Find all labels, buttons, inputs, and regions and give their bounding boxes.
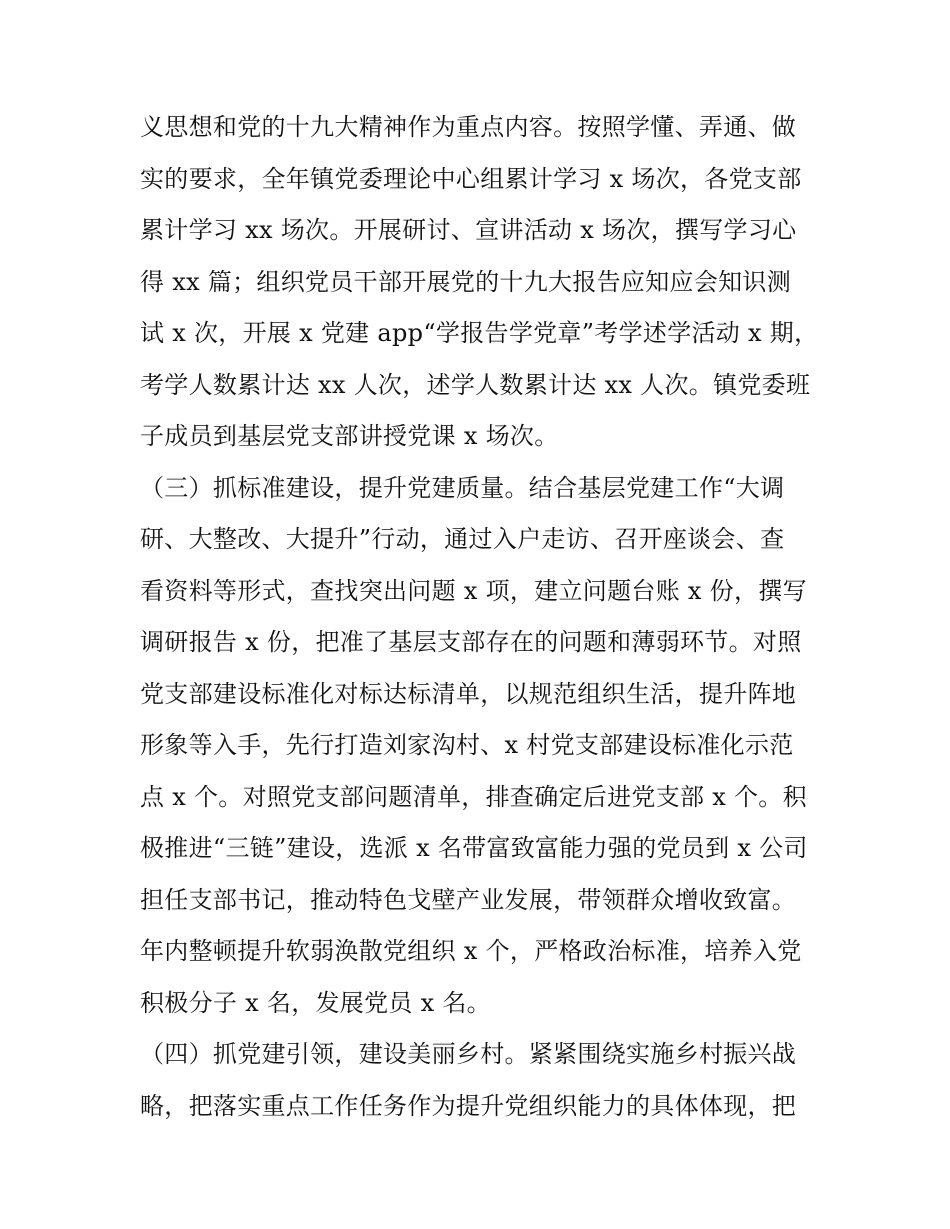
text-line: 积极分子 x 名，发展党员 x 名。 [140, 988, 491, 1017]
text-line: 点 x 个。对照党支部问题清单，排查确定后进党支部 x 个。积 [140, 782, 807, 811]
text-line: 党支部建设标准化对标达标清单，以规范组织生活，提升阵地 [140, 679, 797, 708]
text-line: 年内整顿提升软弱涣散党组织 x 个，严格政治标准，培养入党 [140, 937, 802, 965]
section-four-heading-line: （四）抓党建引领，建设美丽乡村。紧紧围绕实施乡村振兴战 [140, 1040, 797, 1068]
text-line: 累计学习 xx 场次。开展研讨、宣讲活动 x 场次，撰写学习心 [140, 216, 797, 244]
text-line: 看资料等形式，查找突出问题 x 项，建立问题台账 x 份，撰写 [140, 576, 807, 605]
text-line: 得 xx 篇；组织党员干部开展党的十九大报告应知应会知识测 [140, 267, 792, 296]
text-line: 义思想和党的十九大精神作为重点内容。按照学懂、弄通、做 [140, 113, 797, 141]
text-line: 极推进“三链”建设，选派 x 名带富致富能力强的党员到 x 公司 [140, 834, 808, 862]
text-line: 考学人数累计达 xx 人次，述学人数累计达 xx 人次。镇党委班 [140, 370, 811, 399]
text-line: 担任支部书记，推动特色戈壁产业发展，带领群众增收致富。 [140, 885, 797, 914]
text-line: 试 x 次，开展 x 党建 app“学报告学党章”考学述学活动 x 期， [140, 319, 819, 347]
text-line: 子成员到基层党支部讲授党课 x 场次。 [140, 422, 559, 450]
text-line: 调研报告 x 份，把准了基层支部存在的问题和薄弱环节。对照 [140, 628, 802, 656]
document-body [140, 102, 820, 1132]
text-line: 研、大整改、大提升”行动，通过入户走访、召开座谈会、查 [140, 525, 785, 553]
text-line: 形象等入手，先行打造刘家沟村、x 村党支部建设标准化示范 [140, 731, 794, 759]
text-line: 略，把落实重点工作任务作为提升党组织能力的具体体现，把 [140, 1091, 797, 1120]
section-three-heading-line: （三）抓标准建设，提升党建质量。结合基层党建工作“大调 [140, 473, 785, 502]
text-line: 实的要求，全年镇党委理论中心组累计学习 x 场次，各党支部 [140, 164, 802, 193]
